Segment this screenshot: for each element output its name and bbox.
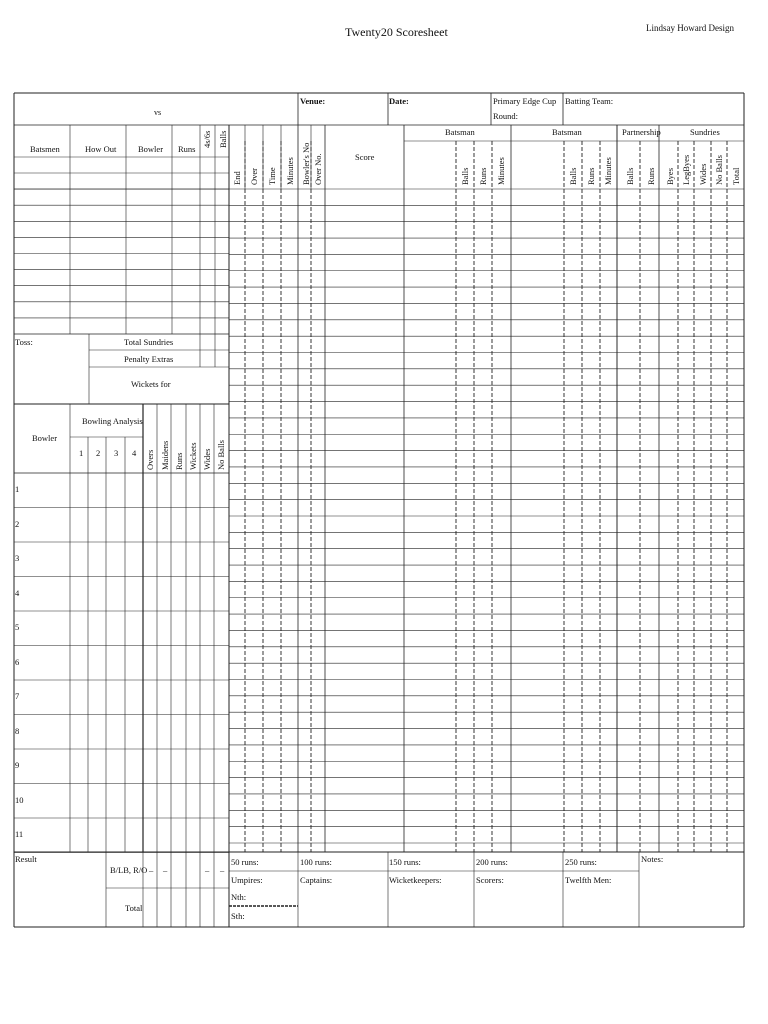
minutes-header: Minutes	[285, 157, 295, 185]
bowler-row-number: 7	[15, 691, 20, 701]
byes-header: Byes	[665, 168, 675, 185]
bowler-row-number: 11	[15, 829, 24, 839]
notes-label[interactable]: Notes:	[641, 854, 664, 864]
bowling-bowler-header: Bowler	[32, 433, 58, 443]
dash-4: –	[220, 865, 225, 875]
dash-2: –	[163, 865, 168, 875]
b2-balls-header: Balls	[568, 167, 578, 185]
bowler-row-number: 3	[15, 553, 20, 563]
batting-team-label[interactable]: Batting Team:	[565, 96, 614, 106]
b1-runs-header: Runs	[478, 167, 488, 185]
bowler-row-number: 5	[15, 622, 20, 632]
round-label[interactable]: Round:	[493, 111, 519, 121]
bowler-row-number: 10	[15, 794, 24, 805]
how-out-header: How Out	[85, 144, 117, 154]
bowler-row-number: 2	[15, 518, 20, 529]
b2-runs-header: Runs	[586, 167, 596, 185]
fours-sixes-header: 4s/6s	[202, 130, 212, 148]
over-header: Over	[249, 168, 259, 185]
bowler-header: Bowler	[138, 144, 164, 154]
sundries-header: Sundries	[690, 127, 720, 137]
r100-label[interactable]: 100 runs:	[300, 857, 332, 867]
bowler-row-number: 9	[15, 760, 20, 770]
total-sundries-label: Total Sundries	[124, 337, 174, 347]
twelfth-men-label[interactable]: Twelfth Men:	[565, 875, 612, 885]
p-runs-header: Runs	[646, 167, 656, 185]
bowler-row-number: 6	[15, 656, 20, 667]
wickets-for-label: Wickets for	[131, 379, 171, 389]
bowler-row-number: 8	[15, 725, 20, 736]
penalty-extras-label: Penalty Extras	[124, 354, 174, 364]
page-title: Twenty20 Scoresheet	[345, 25, 448, 39]
spell-4: 4	[132, 448, 137, 458]
score-header: Score	[355, 152, 375, 162]
umpires-label[interactable]: Umpires:	[231, 875, 263, 885]
runs-header: Runs	[178, 144, 196, 154]
designer-credit: Lindsay Howard Design	[646, 23, 734, 33]
maidens-header: Maidens	[160, 440, 170, 470]
balls-header: Balls	[218, 130, 228, 148]
bowlers-no-header: Bowler's No	[301, 142, 311, 185]
noballs-header: No Balls	[714, 155, 724, 185]
spell-3: 3	[114, 448, 119, 458]
bowl-wides-header: Wides	[202, 448, 212, 470]
end-header: End	[232, 171, 242, 185]
competition-label: Primary Edge Cup	[493, 96, 557, 106]
wides-header: Wides	[698, 163, 708, 185]
r50-label[interactable]: 50 runs:	[231, 857, 259, 867]
b2-minutes-header: Minutes	[603, 157, 613, 185]
wickets-header: Wickets	[188, 442, 198, 470]
legbyes-header: LegByes	[681, 154, 691, 185]
time-header: Time	[267, 167, 277, 185]
total-label: Total	[125, 903, 143, 913]
over-no-header: Over No.	[313, 153, 323, 185]
scorers-label[interactable]: Scorers:	[476, 875, 504, 885]
partnership-header: Partnership	[622, 127, 661, 137]
dash-1: –	[149, 865, 154, 875]
bowler-row-number: 1	[15, 484, 20, 494]
bowl-runs-header: Runs	[174, 452, 184, 470]
venue-label[interactable]: Venue:	[300, 96, 326, 106]
bowler-row-number: 4	[15, 587, 20, 598]
batsman2-header: Batsman	[552, 127, 582, 137]
r150-label[interactable]: 150 runs:	[389, 857, 421, 867]
r250-label[interactable]: 250 runs:	[565, 857, 597, 867]
b1-minutes-header: Minutes	[496, 157, 506, 185]
batsman1-header: Batsman	[445, 127, 475, 137]
spell-1: 1	[79, 448, 84, 458]
nth-label[interactable]: Nth:	[231, 892, 247, 902]
captains-label[interactable]: Captains:	[300, 875, 333, 885]
overs-header: Overs	[145, 449, 155, 470]
blro-label: B/LB, R/O	[110, 865, 148, 875]
b1-balls-header: Balls	[460, 167, 470, 185]
batsmen-header: Batsmen	[30, 144, 60, 154]
wicketkeepers-label[interactable]: Wicketkeepers:	[389, 875, 442, 885]
r200-label[interactable]: 200 runs:	[476, 857, 508, 867]
spell-2: 2	[96, 448, 101, 458]
bowl-noballs-header: No Balls	[216, 440, 226, 470]
dash-3: –	[205, 865, 210, 875]
vs-label: vs	[154, 108, 162, 117]
p-balls-header: Balls	[625, 167, 635, 185]
sth-label[interactable]: Sth:	[231, 911, 245, 921]
date-label[interactable]: Date:	[389, 96, 409, 106]
sundries-total-header: Total	[731, 167, 741, 185]
result-label[interactable]: Result	[15, 854, 37, 864]
bowling-analysis-header: Bowling Analysis	[82, 416, 143, 426]
toss-label[interactable]: Toss:	[15, 337, 33, 347]
